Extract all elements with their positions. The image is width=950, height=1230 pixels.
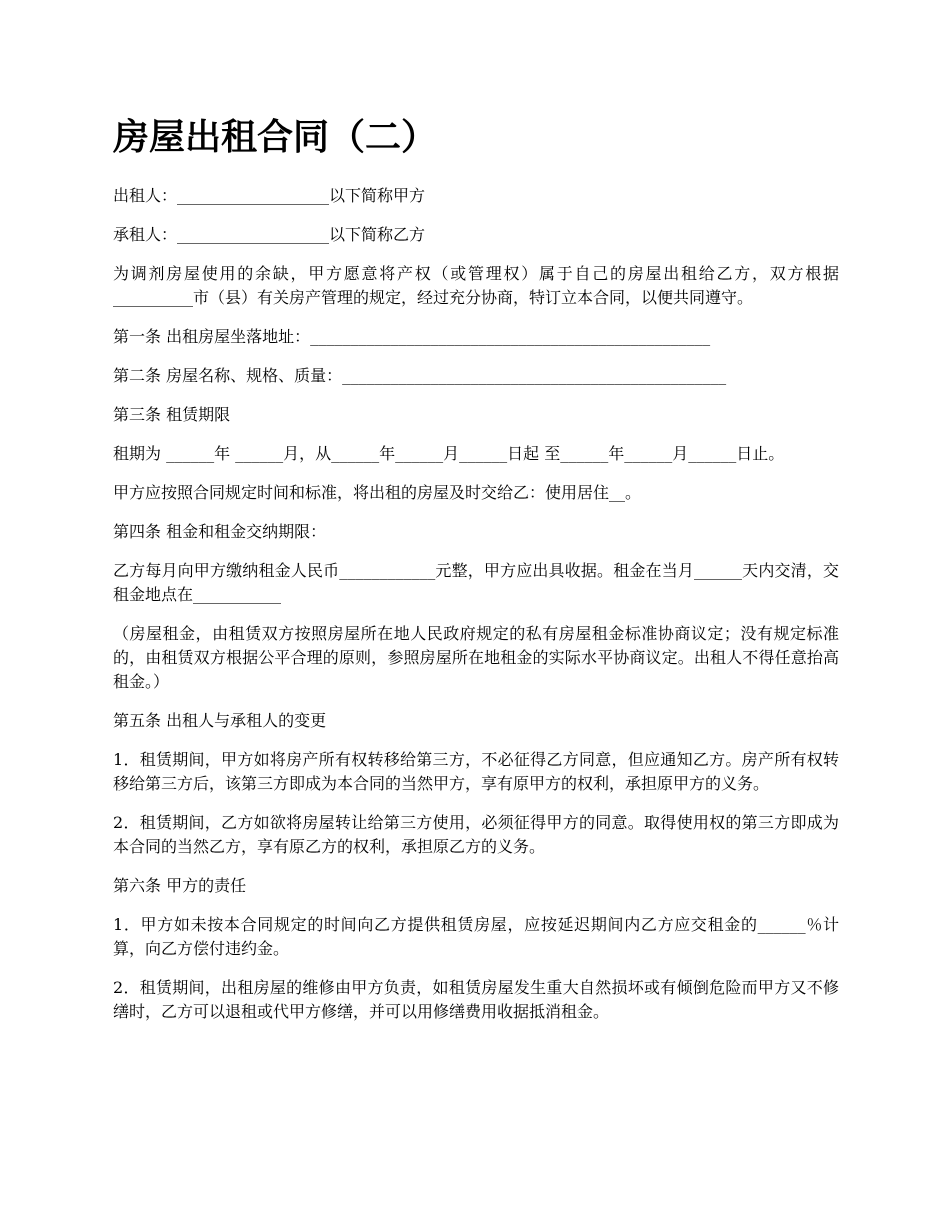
article-5-clause-1: 1．租赁期间，甲方如将房产所有权转移给第三方，不必征得乙方同意，但应通知乙方。房产所有权转移给第三方后，该第三方即成为本合同的当然甲方，享有原甲方的权利，承担原甲方的义务。 [113,750,839,793]
article-4-heading: 第四条 租金和租金交纳期限： [113,522,327,541]
article-6-heading: 第六条 甲方的责任 [113,876,247,895]
handover-paragraph: 甲方应按照合同规定时间和标准，将出租的房屋及时交给乙：使用居住__。 [113,483,642,502]
article-5-clause-2: 2．租赁期间，乙方如欲将房屋转让给第三方使用，必须征得甲方的同意。取得使用权的第三方即成为本合同的当然乙方，享有原乙方的权利，承担原乙方的义务。 [113,813,839,856]
lessor-line: 出租人：___________________以下简称甲方 [113,186,426,205]
rent-payment-paragraph: 乙方每月向甲方缴纳租金人民币____________元整，甲方应出具收据。租金在当月______天内交清，交租金地点在___________ [113,561,839,604]
document-title: 房屋出租合同（二） [113,116,438,158]
rent-note-paragraph: （房屋租金，由租赁双方按照房屋所在地人民政府规定的私有房屋租金标准协商议定；没有规定标准的，由租赁双方根据公平合理的原则，参照房屋所在地租金的实际水平协商议定。出租人不得任意抬高租金。） [113,624,839,691]
article-3-heading: 第三条 租赁期限 [113,405,231,424]
lessee-line: 承租人：___________________以下简称乙方 [113,225,426,244]
preamble-paragraph: 为调剂房屋使用的余缺，甲方愿意将产权（或管理权）属于自己的房屋出租给乙方，双方根据__________市（县）有关房产管理的规定，经过充分协商，特订立本合同，以便共同遵守。 [113,264,839,307]
article-2-property: 第二条 房屋名称、规格、质量：________________________________________________ [113,366,727,385]
article-6-clause-2: 2．租赁期间，出租房屋的维修由甲方负责，如租赁房屋发生重大自然损坏或有倾倒危险而甲方又不修缮时，乙方可以退租或代甲方修缮，并可以用修缮费用收据抵消租金。 [113,978,839,1021]
document-page [113,112,839,1039]
lease-term-paragraph: 租期为 ______年 ______月，从______年______月______日起 至______年______月______日止。 [113,444,785,463]
article-1-address: 第一条 出租房屋坐落地址：__________________________________________________ [113,327,711,346]
article-5-heading: 第五条 出租人与承租人的变更 [113,711,327,730]
article-6-clause-1: 1．甲方如未按本合同规定的时间向乙方提供租赁房屋，应按延迟期间内乙方应交租金的______％计算，向乙方偿付违约金。 [113,915,839,958]
